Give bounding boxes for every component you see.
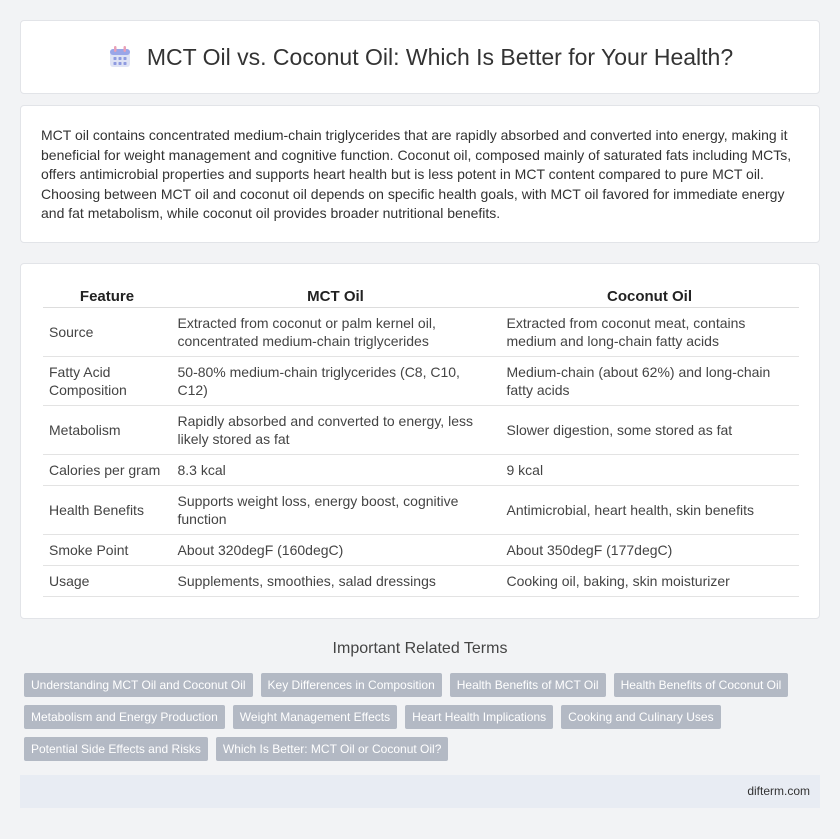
feature-cell: Source: [43, 308, 171, 357]
related-term-tag[interactable]: Understanding MCT Oil and Coconut Oil: [24, 673, 253, 697]
related-term-tag[interactable]: Metabolism and Energy Production: [24, 705, 225, 729]
table-row: [43, 535, 799, 566]
coconut-oil-cell: Cooking oil, baking, skin moisturizer: [500, 566, 799, 597]
column-header-feature: Feature: [43, 284, 171, 308]
mct-oil-cell: Extracted from coconut or palm kernel oil, concentrated medium-chain triglycerides: [171, 308, 500, 357]
title-card: [20, 20, 820, 94]
related-term-tag[interactable]: Weight Management Effects: [233, 705, 397, 729]
table-row: [43, 406, 799, 455]
mct-oil-cell: Supports weight loss, energy boost, cognitive function: [171, 486, 500, 535]
feature-cell: Smoke Point: [43, 535, 171, 566]
calendar-icon: [107, 44, 133, 70]
related-term-tag[interactable]: Which Is Better: MCT Oil or Coconut Oil?: [216, 737, 449, 761]
site-link[interactable]: difterm.com: [747, 784, 810, 798]
coconut-oil-cell: About 350degF (177degC): [500, 535, 799, 566]
coconut-oil-cell: Medium-chain (about 62%) and long-chain fatty acids: [500, 357, 799, 406]
mct-oil-cell: 8.3 kcal: [171, 455, 500, 486]
table-row: [43, 486, 799, 535]
related-term-tag[interactable]: Cooking and Culinary Uses: [561, 705, 720, 729]
coconut-oil-cell: Slower digestion, some stored as fat: [500, 406, 799, 455]
table-row: [43, 308, 799, 357]
table-row: [43, 566, 799, 597]
coconut-oil-cell: Extracted from coconut meat, contains medium and long-chain fatty acids: [500, 308, 799, 357]
comparison-table-card: [20, 263, 820, 619]
column-header-coconut-oil: Coconut Oil: [500, 284, 799, 308]
column-header-mct-oil: MCT Oil: [171, 284, 500, 308]
related-term-tag[interactable]: Key Differences in Composition: [261, 673, 442, 697]
coconut-oil-cell: 9 kcal: [500, 455, 799, 486]
feature-cell: Metabolism: [43, 406, 171, 455]
intro-text: MCT oil contains concentrated medium-chain triglycerides that are rapidly absorbed and converted into energy, making it beneficial for weight management and cognitive function. Coconut oil, composed mainly of saturated fats including MCTs, offers antimicrobial properties and supports heart health but is less potent in MCT content compared to pure MCT oil. Choosing between MCT oil and coconut oil depends on specific health goals, with MCT oil favored for immediate energy and fat metabolism, while coconut oil provides broader nutritional benefits.: [41, 127, 792, 221]
related-terms-list: [24, 673, 814, 769]
table-header-row: [43, 284, 799, 308]
related-term-tag[interactable]: Health Benefits of Coconut Oil: [614, 673, 789, 697]
feature-cell: Usage: [43, 566, 171, 597]
mct-oil-cell: Rapidly absorbed and converted to energy, less likely stored as fat: [171, 406, 500, 455]
mct-oil-cell: 50-80% medium-chain triglycerides (C8, C10, C12): [171, 357, 500, 406]
mct-oil-cell: Supplements, smoothies, salad dressings: [171, 566, 500, 597]
footer: [20, 775, 820, 808]
feature-cell: Calories per gram: [43, 455, 171, 486]
page-title: MCT Oil vs. Coconut Oil: Which Is Better for Your Health?: [146, 43, 734, 70]
related-term-tag[interactable]: Health Benefits of MCT Oil: [450, 673, 606, 697]
related-term-tag[interactable]: Heart Health Implications: [405, 705, 553, 729]
feature-cell: Health Benefits: [43, 486, 171, 535]
related-term-tag[interactable]: Potential Side Effects and Risks: [24, 737, 208, 761]
coconut-oil-cell: Antimicrobial, heart health, skin benefits: [500, 486, 799, 535]
table-row: [43, 357, 799, 406]
table-row: [43, 455, 799, 486]
intro-card: [20, 105, 820, 243]
comparison-table: [43, 284, 799, 597]
related-terms-title: Important Related Terms: [332, 640, 508, 657]
feature-cell: Fatty Acid Composition: [43, 357, 171, 406]
mct-oil-cell: About 320degF (160degC): [171, 535, 500, 566]
